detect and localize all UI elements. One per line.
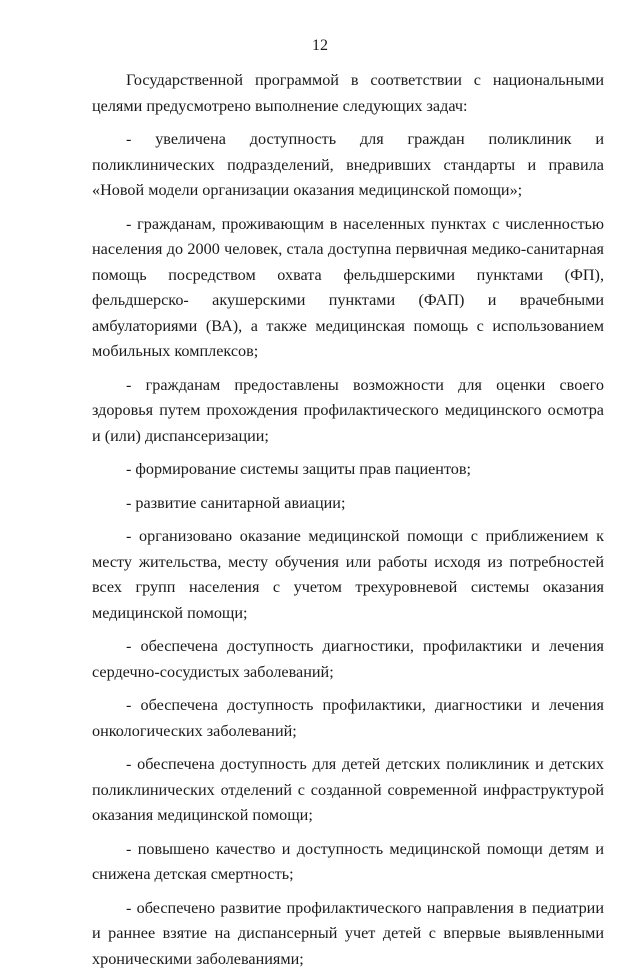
page-number: 12 xyxy=(312,37,328,54)
task-item: - гражданам предоставлены возможности для оценки своего здоровья путем прохождения профилактического медицинского осмотра и (или) диспансеризации; xyxy=(92,375,604,445)
task-item: - обеспечена доступность для детей детских поликлиник и детских поликлинических отделений с созданной современной инфраструктурой оказания медицинской помощи; xyxy=(92,755,604,824)
task-item: - развитие санитарной авиации; xyxy=(126,493,346,512)
document-body xyxy=(92,68,604,980)
task-item: - формирование системы защиты прав пациентов; xyxy=(126,460,472,478)
task-item: - организовано оказание медицинской помощи с приближением к месту жительства, месту обучения или работы исходя из потребностей всех групп населения с учетом трехуровневой системы оказания медицинской помощи; xyxy=(92,527,604,622)
intro-paragraph: Государственной программой в соответствии с национальными целями предусмотрено выполнение следующих задач: xyxy=(92,71,604,115)
task-item: - обеспечено развитие профилактического направления в педиатрии и раннее взятие на диспансерный учет детей с впервые выявленными хроническими заболеваниями; xyxy=(92,898,604,968)
task-item: - обеспечена доступность диагностики, профилактики и лечения сердечно-сосудистых заболеваний; xyxy=(92,637,604,681)
task-item: - гражданам, проживающим в населенных пунктах с численностью населения до 2000 человек, стала доступна первичная медико-санитарная помощь посредством охвата фельдшерскими пунктами (ФП), фельдшерско- акушерскими пунктами (ФАП) и врачебными амбулаториями (ВА), а также медицинская помощь с использованием мобильных комплексов; xyxy=(92,214,604,360)
task-item: - повышено качество и доступность медицинской помощи детям и снижена детская смертность; xyxy=(92,839,604,883)
task-item: - обеспечена доступность профилактики, диагностики и лечения онкологических заболеваний; xyxy=(92,696,604,740)
task-item: - увеличена доступность для граждан поликлиник и поликлинических подразделений, внедривших стандарты и правила «Новой модели организации оказания медицинской помощи»; xyxy=(92,130,604,199)
